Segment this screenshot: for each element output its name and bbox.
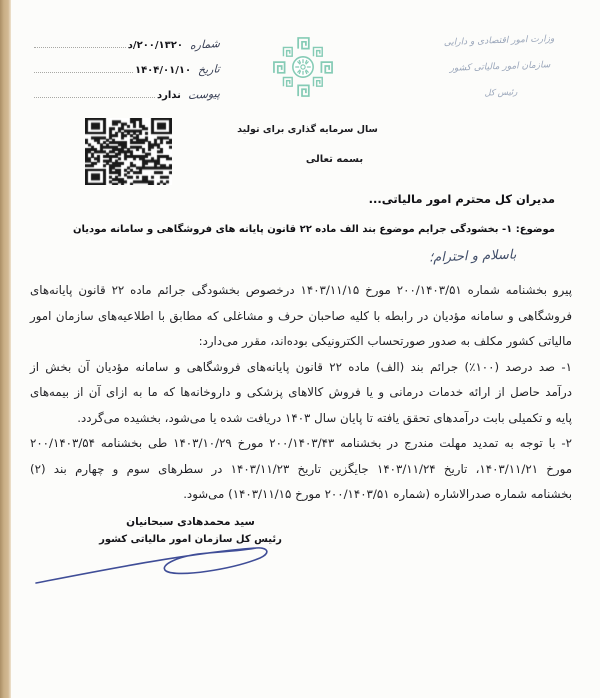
dotted-leader xyxy=(34,59,133,73)
number-value: ۲۰۰/۱۳۲۰/د xyxy=(127,40,183,51)
number-label: شماره xyxy=(189,36,221,53)
qr-code-icon xyxy=(85,118,172,185)
body-line: فروشگاهی و سامانه مؤدیان در رابطه با کلیه صاحبان حرف و مشاغلی که مطابق با اطلاعیه‌های سازمان امور xyxy=(30,308,572,323)
body-line: مورخ ۱۴۰۳/۱۱/۲۱، تاریخ ۱۴۰۳/۱۱/۲۴ جایگزین تاریخ ۱۴۰۳/۱۱/۲۳ در سطرهای سوم و چهارم بند (۲) xyxy=(30,461,573,476)
salutation: باسلام و احترام؛ xyxy=(428,247,517,266)
ministry-line-1: وزارت امور اقتصادی و دارایی xyxy=(443,34,555,48)
date-label: تاریخ xyxy=(197,62,221,77)
header-fields xyxy=(34,34,220,109)
letter-body xyxy=(30,278,572,508)
body-line: ۱- صد درصد (۱۰۰٪) جرائم بند (الف) ماده ۲۲ قانون پایانه‌های فروشگاهی و سامانه مؤدیان آن بخش از xyxy=(30,359,573,374)
attachment-value: ندارد xyxy=(157,90,181,101)
body-line: پیرو بخشنامه شماره ۲۰۰/۱۴۰۳/۵۱ مورخ ۱۴۰۳/۱۱/۱۵ درخصوص بخشودگی جرائم ماده ۲۲ قانون پایانه‌های xyxy=(30,283,572,297)
ministry-line-2: سازمان امور مالیاتی کشور xyxy=(449,60,551,74)
handwritten-signature-icon xyxy=(28,537,278,592)
field-row-date xyxy=(34,59,220,84)
field-row-number xyxy=(34,34,220,59)
dotted-leader xyxy=(34,34,126,48)
field-row-attachment xyxy=(34,84,220,109)
body-line: مالیاتی کشور مکلف به صدور صورتحساب الکترونیکی بوده‌اند، مقرر می‌دارد: xyxy=(198,334,572,348)
date-value: ۱۴۰۴/۰۱/۱۰ xyxy=(134,65,192,76)
attachment-label: پیوست xyxy=(187,86,221,103)
ministry-line-3: رئیس کل xyxy=(484,87,518,99)
recipient-heading: مدیران کل محترم امور مالیاتی... xyxy=(368,192,555,206)
body-line: پایه و تکمیلی بابت درآمدهای تحقق یافته تا پایان سال ۱۴۰۳ دریافت شده یا می‌شود، بخشیده می‌گردد. xyxy=(77,410,572,425)
logo-slogan: سال سرمایه گذاری برای تولید xyxy=(237,124,378,135)
body-line: بخشنامه شماره صدرالاشاره (شماره ۲۰۰/۱۴۰۳/۵۱ مورخ ۱۴۰۳/۱۱/۱۵) می‌شود. xyxy=(183,487,572,501)
besmellah: بسمه تعالی xyxy=(305,154,364,165)
tax-administration-emblem-icon xyxy=(272,35,334,103)
signature-name: سید محمدهادی سبحانیان xyxy=(126,516,255,528)
body-line: درآمد حاصل از ارائه خدمات درمانی و یا فروش کالاهای پزشکی و داروخانه‌ها که ما به ازای آن از بیمه‌های xyxy=(30,385,572,399)
dotted-leader xyxy=(34,84,155,98)
ministry-header xyxy=(409,25,592,109)
subject-line: موضوع: ۱- بخشودگی جرایم موضوع بند الف ماده ۲۲ قانون پایانه های فروشگاهی و سامانه مودیان xyxy=(73,224,555,235)
signature-title: رئیس کل سازمان امور مالیاتی کشور xyxy=(99,534,282,545)
body-line: ۲- با توجه به تمدید مهلت مندرج در بخشنامه ۲۰۰/۱۴۰۳/۴۳ مورخ ۱۴۰۳/۱۰/۲۹ طی بخشنامه ۲۰۰/۱۴۰۳/۵۴ xyxy=(30,436,572,450)
paper-edge xyxy=(0,0,11,698)
